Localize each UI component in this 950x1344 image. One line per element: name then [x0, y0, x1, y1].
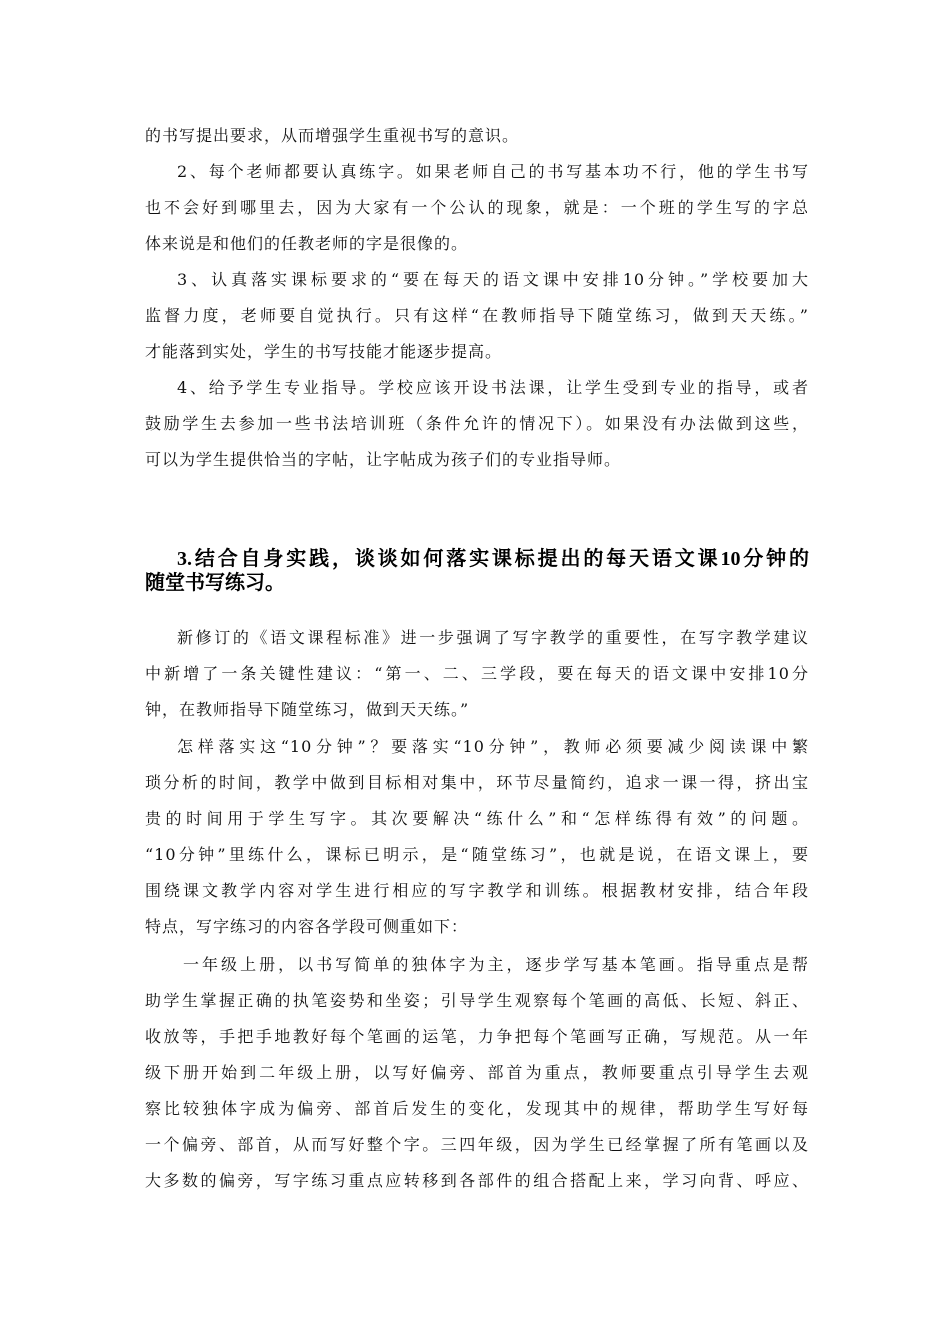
paragraph-line: 收放等，手把手地教好每个笔画的运笔，力争把每个笔画写正确，写规范。从一年 — [145, 1027, 809, 1046]
paragraph-line: 一个偏旁、部首，从而写好整个字。三四年级，因为学生已经掌握了所有笔画以及 — [145, 1135, 809, 1154]
paragraph-line: 一年级上册，以书写简单的独体字为主，逐步学写基本笔画。指导重点是帮 — [183, 955, 809, 974]
paragraph-line: 2、每个老师都要认真练字。如果老师自己的书写基本功不行，他的学生书写 — [177, 162, 809, 181]
paragraph-line: 可以为学生提供恰当的字帖，让字帖成为孩子们的专业指导师。 — [145, 450, 622, 469]
paragraph-line: 助学生掌握正确的执笔姿势和坐姿；引导学生观察每个笔画的高低、长短、斜正、 — [145, 991, 809, 1010]
paragraph-line: 中新增了一条关键性建议：“第一、二、三学段，要在每天的语文课中安排10分 — [145, 664, 809, 683]
paragraph-line: 监督力度，老师要自觉执行。只有这样“在教师指导下随堂练习，做到天天练。” — [145, 306, 809, 325]
heading-line: 3.结合自身实践，谈谈如何落实课标提出的每天语文课10分钟的 — [177, 548, 809, 570]
paragraph-line: 特点，写字练习的内容各学段可侧重如下： — [145, 917, 469, 936]
paragraph-line: 围绕课文教学内容对学生进行相应的写字教学和训练。根据教材安排，结合年段 — [145, 881, 809, 900]
paragraph-line: 琐分析的时间，教学中做到目标相对集中，环节尽量简约，追求一课一得，挤出宝 — [145, 773, 809, 792]
paragraph-line: 大多数的偏旁，写字练习重点应转移到各部件的组合搭配上来，学习向背、呼应、 — [145, 1171, 809, 1190]
paragraph-line: 钟，在教师指导下随堂练习，做到天天练。” — [145, 700, 470, 719]
paragraph-line: 的书写提出要求，从而增强学生重视书写的意识。 — [145, 126, 520, 145]
paragraph-line: 级下册开始到二年级上册，以写好偏旁、部首为重点，教师要重点引导学生去观 — [145, 1063, 809, 1082]
paragraph-line: 才能落到实处，学生的书写技能才能逐步提高。 — [145, 342, 503, 361]
paragraph-line: “10分钟”里练什么，课标已明示，是“随堂练习”，也就是说，在语文课上，要 — [145, 845, 809, 864]
paragraph-line: 新修订的《语文课程标准》进一步强调了写字教学的重要性，在写字教学建议 — [177, 628, 809, 647]
heading-line: 随堂书写练习。 — [145, 572, 285, 594]
paragraph-line: 贵的时间用于学生写字。其次要解决“练什么”和“怎样练得有效”的问题。 — [145, 809, 809, 828]
paragraph-line: 鼓励学生去参加一些书法培训班（条件允许的情况下）。如果没有办法做到这些， — [145, 414, 809, 433]
paragraph-line: 怎样落实这“10分钟”？要落实“10分钟”，教师必须要减少阅读课中繁 — [177, 737, 809, 756]
paragraph-line: 体来说是和他们的任教老师的字是很像的。 — [145, 234, 469, 253]
paragraph-line: 也不会好到哪里去，因为大家有一个公认的现象，就是：一个班的学生写的字总 — [145, 198, 809, 217]
paragraph-line: 察比较独体字成为偏旁、部首后发生的变化，发现其中的规律，帮助学生写好每 — [145, 1099, 809, 1118]
paragraph-line: 3、认真落实课标要求的“要在每天的语文课中安排10分钟。”学校要加大 — [177, 270, 809, 289]
paragraph-line: 4、给予学生专业指导。学校应该开设书法课，让学生受到专业的指导，或者 — [177, 378, 809, 397]
